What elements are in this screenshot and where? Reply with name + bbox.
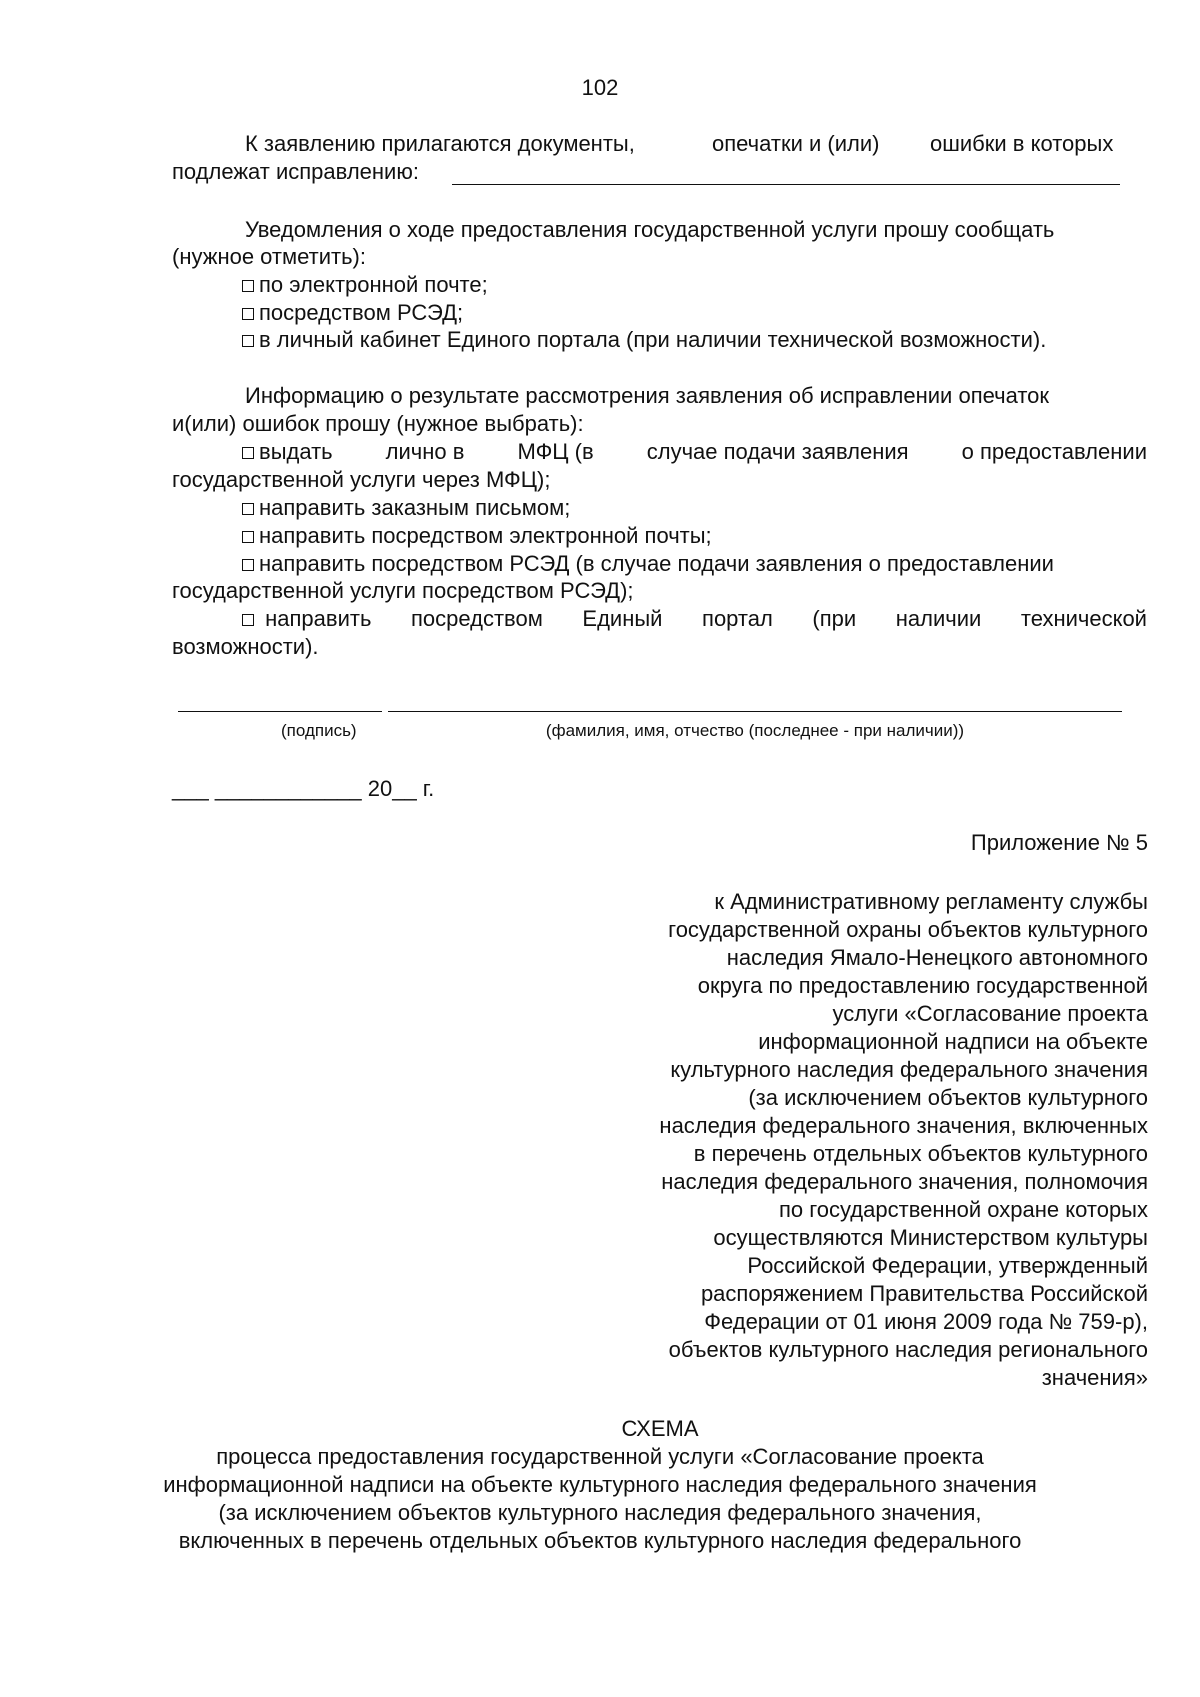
notify-option-portal-label: в личный кабинет Единого портала (при наличии технической возможности). xyxy=(259,327,1047,352)
result-opt5-word7: технической xyxy=(1020,606,1147,631)
result-option-rsed[interactable] xyxy=(242,550,1054,578)
schema-line: включенных в перечень отдельных объектов культурного наследия федерального xyxy=(178,1528,1022,1553)
appendix-title: Приложение № 5 xyxy=(970,830,1148,855)
appendix-line: к Административному регламенту службы xyxy=(714,889,1148,914)
result-option-in-person-head: выдать xyxy=(242,438,333,466)
result-option-rsed-cont: государственной услуги посредством РСЭД); xyxy=(172,578,634,603)
result-option-portal-head: направить xyxy=(242,605,371,633)
appendix-line: государственной охраны объектов культурного xyxy=(668,917,1148,942)
appendix-line: Федерации от 01 июня 2009 года № 759-р), xyxy=(704,1309,1148,1334)
documents-line1-part1: К заявлению прилагаются документы, xyxy=(245,131,635,156)
result-opt1-word5: о предоставлении xyxy=(961,439,1147,464)
full-name-line xyxy=(388,711,1122,712)
appendix-line: значения» xyxy=(1041,1365,1148,1390)
appendix-line: наследия Ямало-Ненецкого автономного xyxy=(726,945,1148,970)
appendix-line: услуги «Согласование проекта xyxy=(832,1001,1148,1026)
schema-description xyxy=(0,1443,1200,1555)
result-option-registered-mail[interactable] xyxy=(242,494,570,522)
result-opt5-word5: (при xyxy=(812,606,857,631)
appendix-line: наследия федерального значения, полномочия xyxy=(661,1169,1148,1194)
appendix-reference xyxy=(560,888,1148,1392)
appendix-line: осуществляются Министерством культуры xyxy=(713,1225,1148,1250)
signature-caption: (подпись) xyxy=(281,721,357,740)
result-opt5-word4: портал xyxy=(702,606,773,631)
result-opt5-word2: посредством xyxy=(410,606,543,631)
notify-option-portal[interactable] xyxy=(242,326,1046,354)
documents-line1-part3: ошибки в которых xyxy=(930,131,1114,156)
result-option-in-person[interactable] xyxy=(242,438,1147,466)
checkbox-result-rsed[interactable] xyxy=(242,559,254,571)
result-opt1-word4: случае подачи заявления xyxy=(646,439,909,464)
appendix-line: Российской Федерации, утвержденный xyxy=(747,1253,1148,1278)
schema-title: СХЕМА xyxy=(621,1416,699,1441)
notify-option-email[interactable] xyxy=(242,271,488,299)
checkbox-in-person[interactable] xyxy=(242,447,254,459)
documents-line2: подлежат исправлению: xyxy=(172,159,419,184)
result-opt1-word2: лично в xyxy=(385,439,465,464)
result-option-portal[interactable] xyxy=(242,605,1147,633)
result-option-rsed-label: направить посредством РСЭД (в случае подачи заявления о предоставлении xyxy=(259,551,1054,576)
schema-line: информационной надписи на объекте культурного наследия федерального значения xyxy=(163,1472,1037,1497)
notify-option-email-label: по электронной почте; xyxy=(259,272,488,297)
result-opt1-word3: МФЦ (в xyxy=(517,439,594,464)
checkbox-portal[interactable] xyxy=(242,335,254,347)
documents-fill-line xyxy=(452,184,1120,185)
checkbox-registered-mail[interactable] xyxy=(242,503,254,515)
checkbox-rsed[interactable] xyxy=(242,308,254,320)
checkbox-result-email[interactable] xyxy=(242,531,254,543)
result-line2: и(или) ошибок прошу (нужное выбрать): xyxy=(172,411,584,436)
schema-line: (за исключением объектов культурного наследия федерального значения, xyxy=(218,1500,982,1525)
signature-line xyxy=(178,711,382,712)
notify-option-rsed[interactable] xyxy=(242,299,463,327)
appendix-line: наследия федерального значения, включенных xyxy=(659,1113,1148,1138)
date-line: ___ ____________ 20__ г. xyxy=(172,776,435,801)
appendix-line: объектов культурного наследия регионального xyxy=(668,1337,1148,1362)
appendix-line: по государственной охране которых xyxy=(779,1197,1148,1222)
appendix-line: распоряжением Правительства Российской xyxy=(700,1281,1148,1306)
documents-line1-part2: опечатки и (или) xyxy=(712,131,880,156)
result-option-registered-mail-label: направить заказным письмом; xyxy=(259,495,571,520)
result-option-portal-cont: возможности). xyxy=(172,634,319,659)
result-option-in-person-cont: государственной услуги через МФЦ); xyxy=(172,467,551,492)
result-opt5-word3: Единый xyxy=(582,606,663,631)
notify-option-rsed-label: посредством РСЭД; xyxy=(259,300,464,325)
full-name-caption: (фамилия, имя, отчество (последнее - при наличии)) xyxy=(545,721,965,740)
result-opt5-word6: наличии xyxy=(895,606,982,631)
result-option-email[interactable] xyxy=(242,522,712,550)
notifications-line1: Уведомления о ходе предоставления государственной услуги прошу сообщать xyxy=(245,217,1055,242)
appendix-line: округа по предоставлению государственной xyxy=(697,973,1148,998)
checkbox-email[interactable] xyxy=(242,280,254,292)
page-number: 102 xyxy=(581,75,619,100)
result-line1: Информацию о результате рассмотрения заявления об исправлении опечаток xyxy=(245,383,1050,408)
schema-line: процесса предоставления государственной услуги «Согласование проекта xyxy=(216,1444,984,1469)
appendix-line: (за исключением объектов культурного xyxy=(748,1085,1148,1110)
appendix-line: информационной надписи на объекте xyxy=(758,1029,1148,1054)
appendix-line: в перечень отдельных объектов культурного xyxy=(693,1141,1148,1166)
result-option-email-label: направить посредством электронной почты; xyxy=(259,523,712,548)
notifications-line2: (нужное отметить): xyxy=(172,244,366,269)
checkbox-result-portal[interactable] xyxy=(242,614,254,626)
appendix-line: культурного наследия федерального значения xyxy=(670,1057,1148,1082)
